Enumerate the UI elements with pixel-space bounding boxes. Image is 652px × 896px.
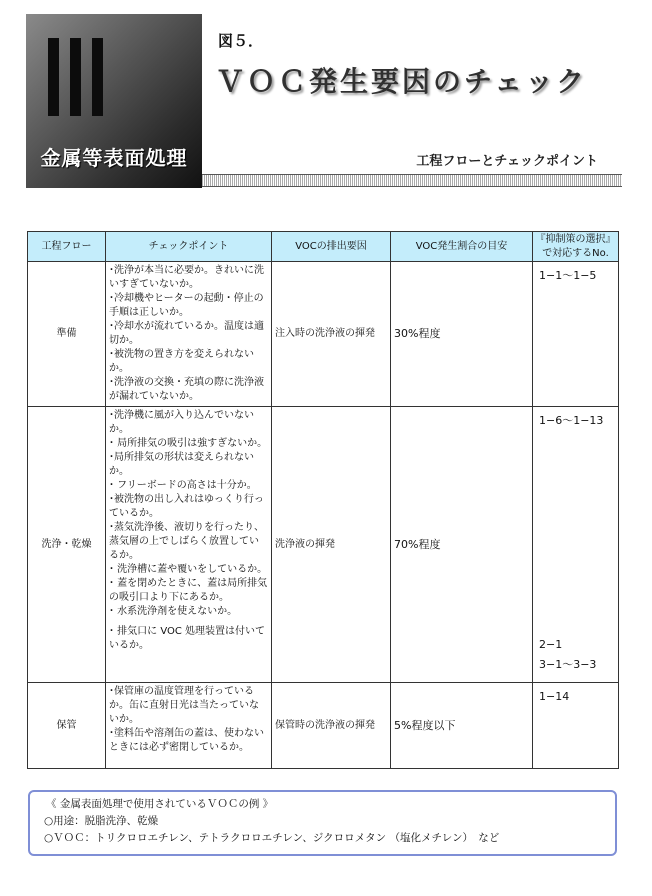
checkpoint-item: ･被洗物の出し入れはゆっくり行っているか。 xyxy=(109,494,264,519)
countermeasure-cell xyxy=(533,262,619,407)
checkpoint-item: ･蒸気洗浄後、液切りを行ったり、蒸気層の上でしばらく放置しているか。 xyxy=(109,522,264,561)
countermeasure-number: 1−14 xyxy=(539,690,570,703)
flow-cell: 保管 xyxy=(28,683,106,769)
table-row xyxy=(28,683,619,769)
col-header-countermeasure-line1: 『抑制策の選択』 xyxy=(535,233,616,245)
checkpoint-item: ･塗料缶や溶剤缶の蓋は、使わないときには必ず密閉しているか。 xyxy=(109,728,264,753)
checkpoint-cell xyxy=(106,407,272,683)
checkpoint-item: ･冷却機やヒーターの起動・停止の手順は正しいか。 xyxy=(109,293,264,318)
chapter-label: 金属等表面処理 xyxy=(40,146,188,170)
checkpoint-item: ･ フリーボードの高さは十分か。 xyxy=(109,480,257,491)
checkpoint-item: ･冷却水が流れているか。温度は適切か。 xyxy=(109,321,264,346)
chapter-box xyxy=(26,14,202,188)
col-header-cause: VOCの排出要因 xyxy=(272,232,391,262)
checkpoint-item: ･ 局所排気の吸引は強すぎないか。 xyxy=(109,438,268,449)
countermeasure-number: 1−6〜1−13 xyxy=(539,414,604,427)
checkpoint-item: ･保管庫の温度管理を行っているか。缶に直射日光は当たっていないか。 xyxy=(109,686,259,725)
countermeasure-cell xyxy=(533,407,619,683)
checkpoint-item: ･洗浄機に風が入り込んでいないか。 xyxy=(109,410,254,435)
checkpoint-item: ･洗浄が本当に必要か。きれいに洗いすぎていないか。 xyxy=(109,265,264,290)
page-title: ＶＯＣ発生要因のチェック xyxy=(216,65,588,98)
col-header-ratio: VOC発生割合の目安 xyxy=(391,232,533,262)
checkpoint-item: ･局所排気の形状は変えられないか。 xyxy=(109,452,254,477)
cause-cell: 注入時の洗浄液の揮発 xyxy=(272,262,391,407)
checkpoint-item: ･被洗物の置き方を変えられないか。 xyxy=(109,349,254,374)
flow-cell: 準備 xyxy=(28,262,106,407)
col-header-flow: 工程フロー xyxy=(28,232,106,262)
countermeasure-number: 1−1〜1−5 xyxy=(539,269,597,282)
chapter-roman-numeral-icon xyxy=(48,38,108,116)
cause-cell: 洗浄液の揮発 xyxy=(272,407,391,683)
ratio-cell: 5%程度以下 xyxy=(391,683,533,769)
note-usage-line: ○用途：脱脂洗浄、乾燥 xyxy=(44,815,159,827)
flow-cell: 洗浄・乾燥 xyxy=(28,407,106,683)
col-header-countermeasure xyxy=(533,232,619,262)
checkpoint-item: ･ 蓋を閉めたときに、蓋は局所排気の吸引口より下にあるか。 xyxy=(109,578,268,603)
page-subtitle: 工程フローとチェックポイント xyxy=(416,154,598,169)
countermeasure-cell xyxy=(533,683,619,769)
note-voc-line: ○ＶＯＣ：トリクロロエチレン、テトラクロロエチレン、ジクロロメタン （塩化メチレン） など xyxy=(44,832,500,844)
checkpoint-item: ･ 排気口に VOC 処理装置は付いているか。 xyxy=(109,626,266,651)
table-header-row xyxy=(28,232,619,262)
col-header-checkpoint: チェックポイント xyxy=(106,232,272,262)
countermeasure-number: 3−1〜3−3 xyxy=(539,658,597,671)
cause-cell: 保管時の洗浄液の揮発 xyxy=(272,683,391,769)
ratio-cell: 30%程度 xyxy=(391,262,533,407)
checkpoint-item: ･ 洗浄槽に蓋や覆いをしているか。 xyxy=(109,564,268,575)
col-header-countermeasure-line2: で対応するNo. xyxy=(542,247,609,259)
ratio-cell: 70%程度 xyxy=(391,407,533,683)
voc-example-note xyxy=(28,790,617,856)
table-row xyxy=(28,262,619,407)
checkpoint-cell xyxy=(106,262,272,407)
table-row xyxy=(28,407,619,683)
checkpoint-cell xyxy=(106,683,272,769)
countermeasure-number: 2−1 xyxy=(539,638,563,651)
checkpoint-item: ･洗浄液の交換・充填の際に洗浄液が漏れていないか。 xyxy=(109,377,264,402)
header-divider xyxy=(202,174,622,187)
note-title: 《 金属表面処理で使用されているＶＯＣの例 》 xyxy=(46,798,274,810)
voc-check-table xyxy=(27,231,618,769)
checkpoint-item: ･ 水系洗浄剤を使えないか。 xyxy=(109,606,238,617)
figure-number: 図５． xyxy=(218,32,264,50)
